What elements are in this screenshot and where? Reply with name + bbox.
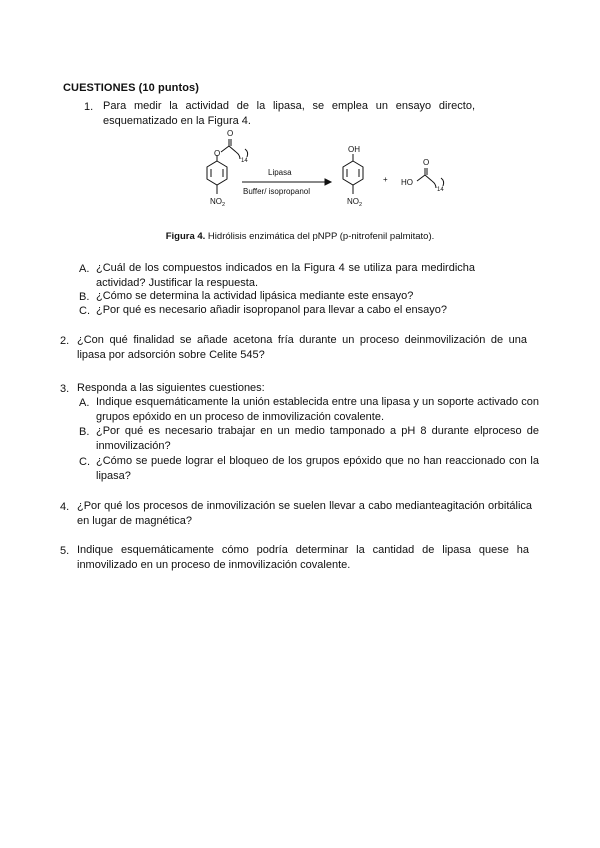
chain-count-label: 14 [241, 158, 248, 164]
substrate-ester-chain [221, 139, 248, 159]
question-2-text: ¿Con qué finalidad se añade acetona fría durante un proceso deinmovilización de una lipasa por adsorción sobre Celite 545? [77, 334, 527, 361]
reaction-scheme [190, 127, 470, 227]
question-4-number: 4. [60, 501, 70, 513]
question-1-text: Para medir la actividad de la lipasa, se emplea un ensayo directo, esquematizado en la Figura 4. [103, 100, 475, 127]
question-1-number: 1. [84, 101, 94, 113]
question-4-text: ¿Por qué los procesos de inmovilización se suelen llevar a cabo medianteagitación orbitálica en lugar de magnética? [77, 500, 532, 527]
atom-oh: OH [348, 145, 360, 154]
question-5-number: 5. [60, 545, 70, 557]
q3-sub-a-text: Indique esquemáticamente la unión establecida entre una lipasa y un soporte activado con grupos epóxido en un proceso de inmovilización covalente. [96, 396, 539, 423]
question-2-number: 2. [60, 335, 70, 347]
nitro-label: $NO_2$ [210, 197, 226, 208]
q1-sub-c-letter: C. [79, 305, 90, 317]
q3-sub-a-letter: A. [79, 397, 90, 409]
q1-sub-a-text: ¿Cuál de los compuestos indicados en la Figura 4 se utiliza para medirdicha actividad? Justificar la respuesta. [96, 262, 475, 289]
q1-sub-b-text: ¿Cómo se determina la actividad lipásica mediante este ensayo? [96, 290, 414, 302]
question-3-number: 3. [60, 383, 70, 395]
question-5-text: Indique esquemáticamente cómo podría determinar la cantidad de lipasa quese ha inmovilizado en un proceso de inmovilización covalente. [77, 544, 529, 571]
figure-caption [0, 231, 600, 242]
acid-chain-count: 14 [437, 187, 444, 193]
atom-o-carbonyl: O [227, 129, 234, 138]
q1-sub-b-letter: B. [79, 291, 90, 303]
q1-sub-a-letter: A. [79, 263, 90, 275]
product-nitro-label: $NO_2$ [347, 197, 363, 208]
substrate-benzene-ring [207, 155, 227, 194]
q3-sub-c-letter: C. [79, 456, 90, 468]
q3-sub-b-letter: B. [79, 426, 90, 438]
palmitic-acid-chain [417, 168, 444, 188]
q3-sub-b-text: ¿Por qué es necesario trabajar en un medio tamponado a pH 8 durante elproceso de inmovilización? [96, 425, 539, 452]
q1-sub-c-text: ¿Por qué es necesario añadir isopropanol para llevar a cabo el ensayo? [96, 304, 447, 316]
atom-o-ester: O [214, 149, 221, 158]
reaction-top-label: Lipasa [268, 168, 292, 177]
acid-atom-o: O [423, 158, 430, 167]
q3-sub-c-text: ¿Cómo se puede lograr el bloqueo de los grupos epóxido que no han reaccionado con la lipasa? [96, 455, 539, 482]
section-heading: CUESTIONES (10 puntos) [63, 82, 200, 94]
reaction-bottom-label: Buffer/ isopropanol [243, 187, 311, 196]
figure-caption-text: Hidrólisis enzimática del pNPP (p-nitrofenil palmitato). [205, 231, 435, 242]
product-benzene-ring [343, 154, 363, 194]
question-3-text: Responda a las siguientes cuestiones: [77, 382, 265, 394]
reaction-arrow [242, 179, 331, 185]
plus-sign: + [383, 175, 388, 184]
figure-caption-label: Figura 4. [165, 231, 206, 242]
atom-ho: HO [401, 178, 413, 187]
